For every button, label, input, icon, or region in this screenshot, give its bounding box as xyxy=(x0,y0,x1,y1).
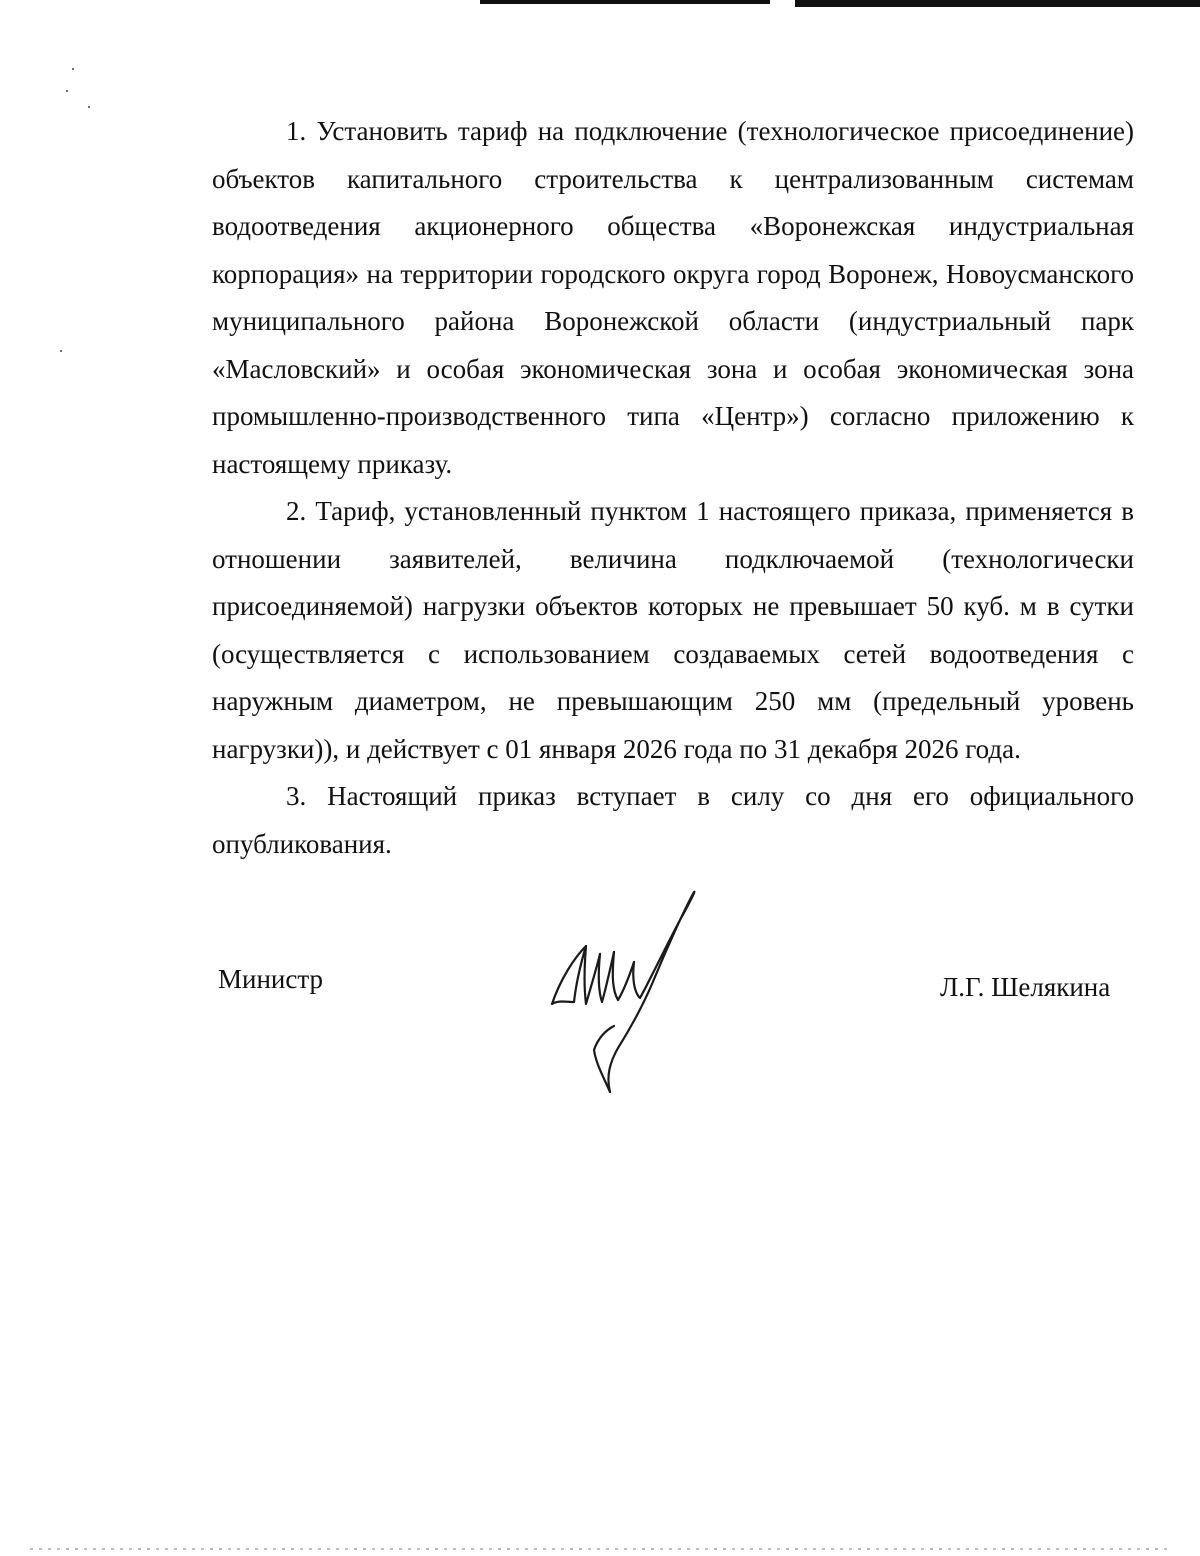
scan-speck xyxy=(88,106,90,108)
scan-speck xyxy=(66,90,68,92)
handwritten-signature xyxy=(540,880,720,1095)
signature-block xyxy=(0,880,1200,1100)
scan-border-bottom xyxy=(30,1548,1170,1550)
scan-border-top-right xyxy=(795,0,1200,7)
signatory-title: Министр xyxy=(218,964,323,994)
paragraph-3: 3. Настоящий приказ вступает в силу со дня его официального опубликования. xyxy=(212,781,1134,859)
document-body xyxy=(212,108,1134,868)
scan-speck xyxy=(60,350,62,352)
scan-border-top-left xyxy=(480,0,770,4)
signatory-name: Л.Г. Шелякина xyxy=(940,972,1111,1002)
paragraph-2: 2. Тариф, установленный пунктом 1 настоящего приказа, применяется в отношении заявителей, величина подключаемой (технологически присоединяемой) нагрузки объектов которых не превышает 50 куб. м в сутки (осуществляется с использованием создаваемых сетей водоотведения с наружным диаметром, не превышающим 250 мм (предельный уровень нагрузки)), и действует с 01 января 2026 года по 31 декабря 2026 года. xyxy=(212,496,1134,764)
paragraph-1: 1. Установить тариф на подключение (технологическое присоединение) объектов капитального строительства к централизованным системам водоотведения акционерного общества «Воронежская индустриальная корпорация» на территории городского округа город Воронеж, Новоусманского муниципального района Воронежской области (индустриальный парк «Масловский» и особая экономическая зона и особая экономическая зона промышленно-производственного типа «Центр») согласно приложению к настоящему приказу. xyxy=(212,116,1134,479)
scan-speck xyxy=(72,68,74,70)
